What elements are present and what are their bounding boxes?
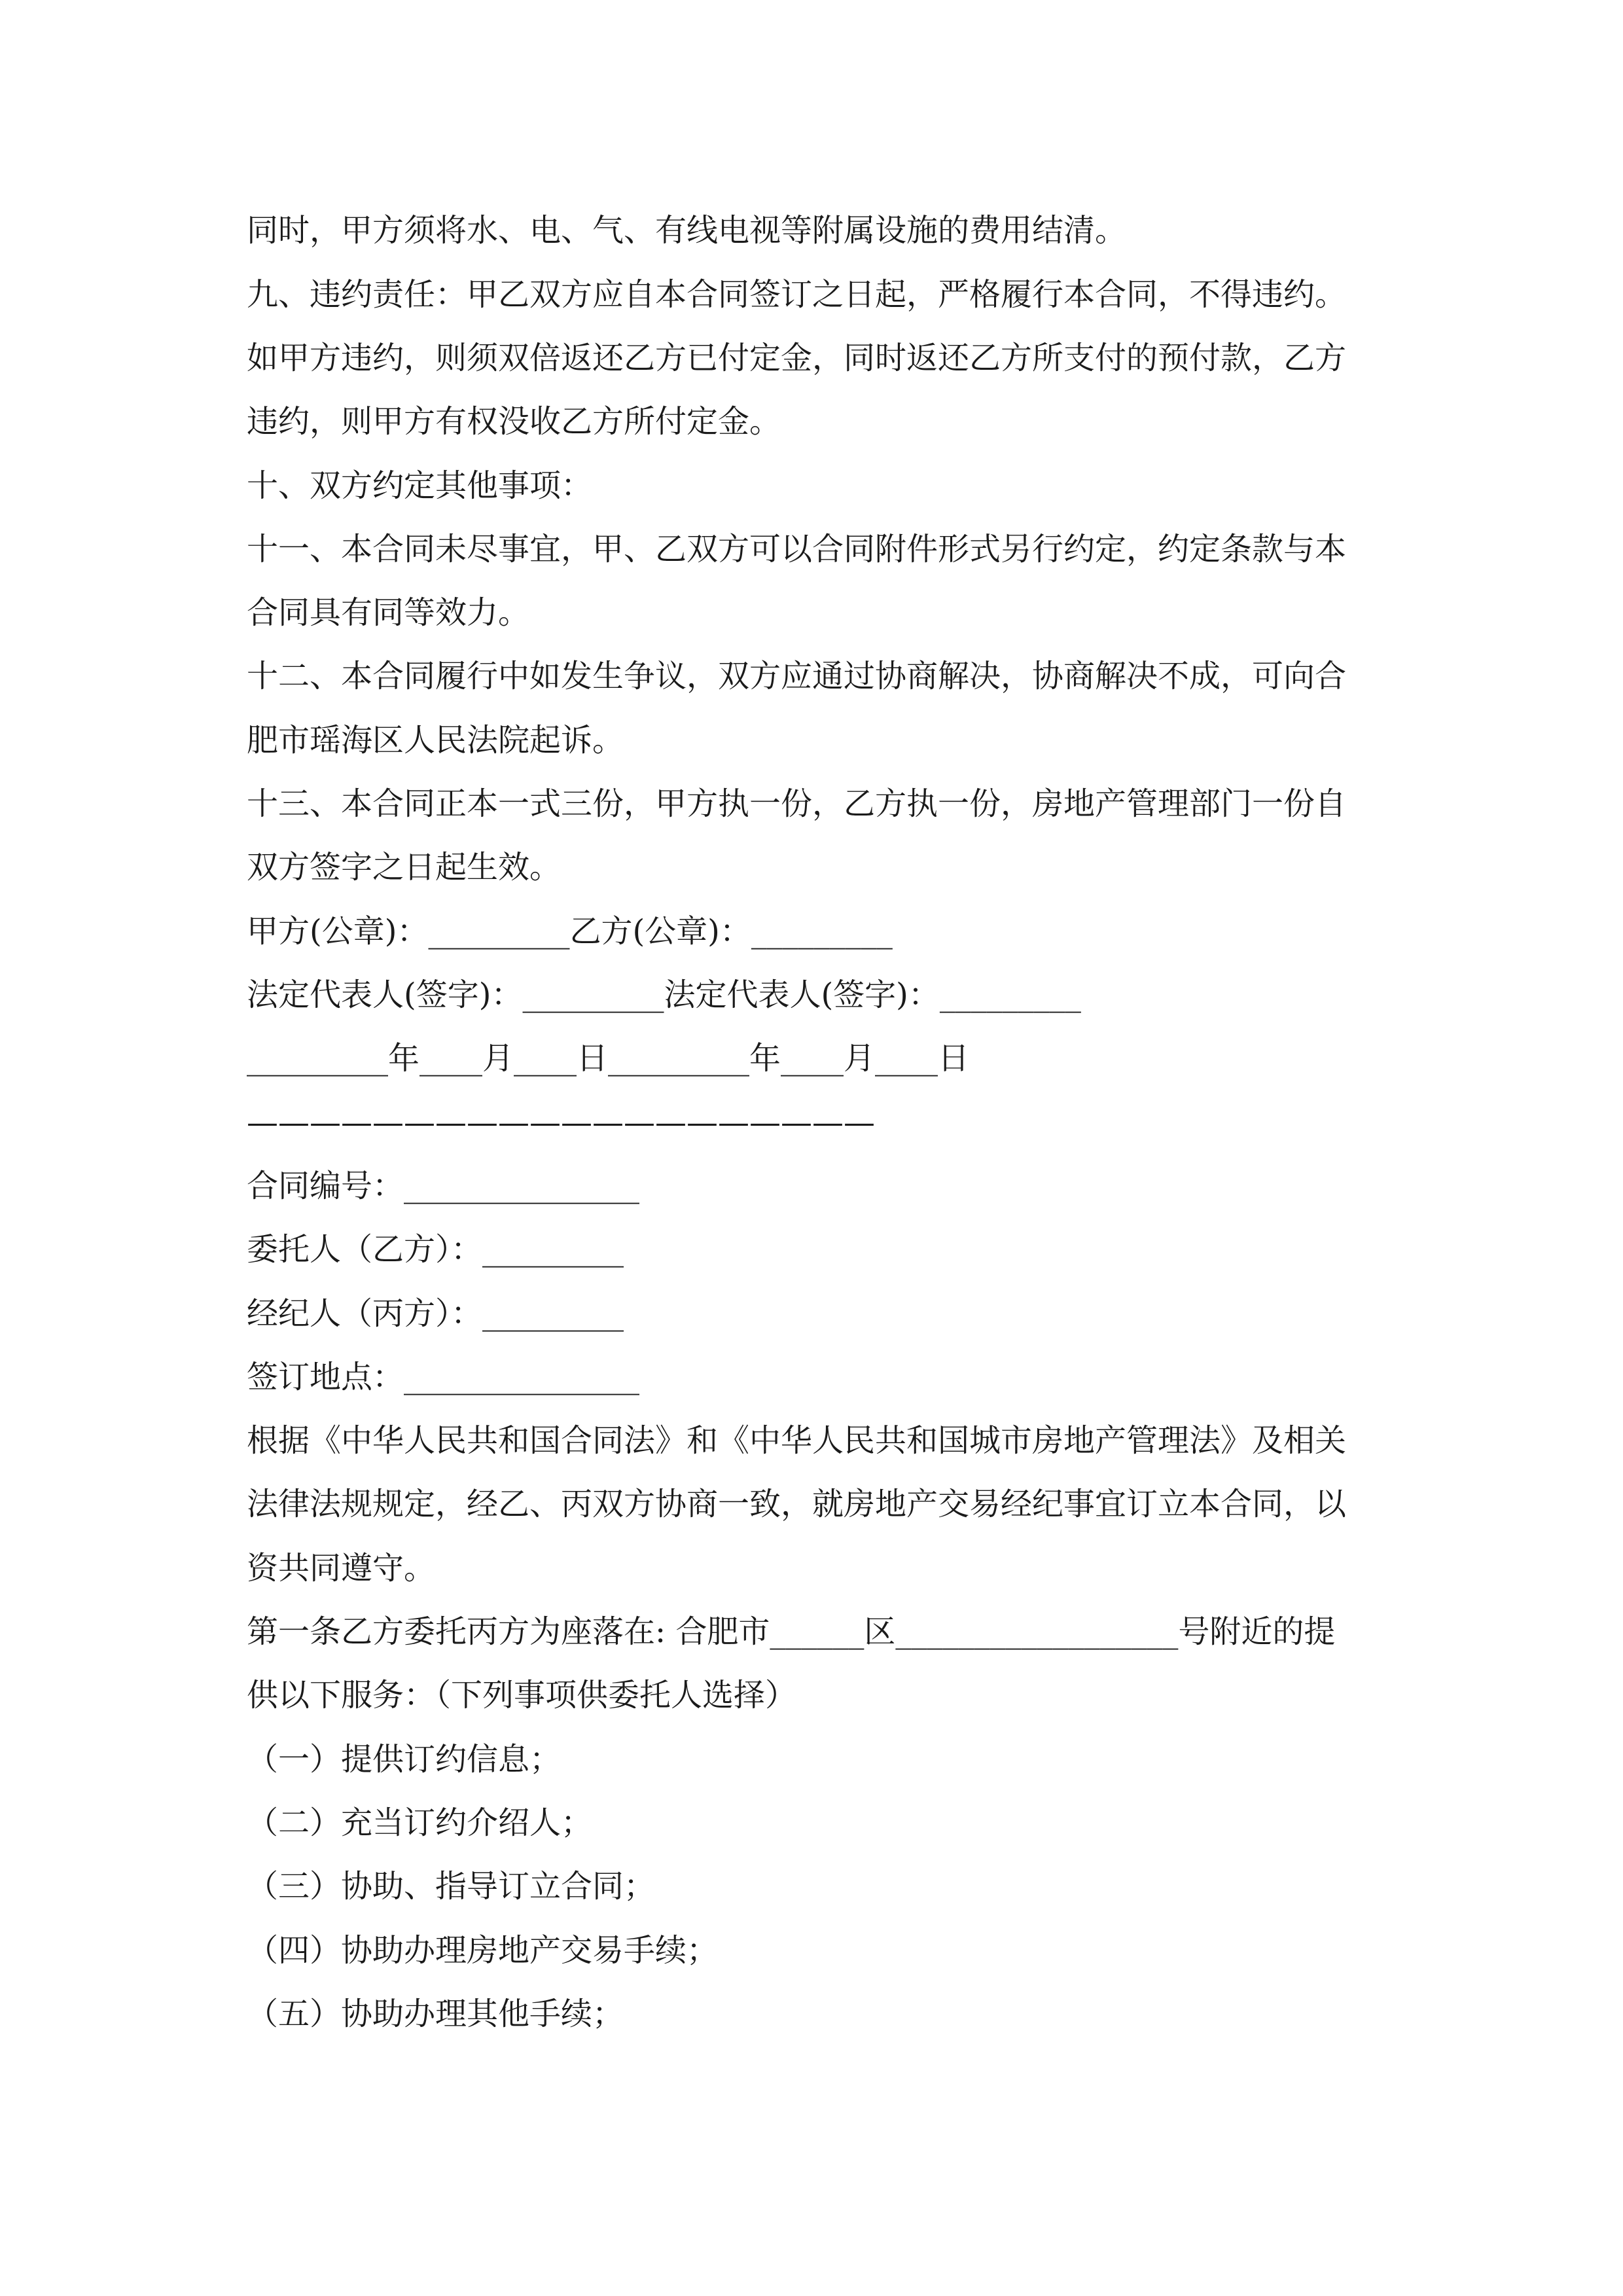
text-line: 资共同遵守。 [247,1550,436,1587]
section-separator: ———————————————————— [247,1104,875,1141]
text-line: 十二、本合同履行中如发生争议，双方应通过协商解决，协商解决不成，可向合 [247,658,1347,694]
signing-place-field: 签订地点：_______________ [247,1359,640,1395]
text-line: 合同具有同等效力。 [247,594,530,631]
text-line: 如甲方违约，则须双倍返还乙方已付定金，同时返还乙方所支付的预付款，乙方 [247,340,1347,376]
broker-field: 经纪人（丙方）：_________ [247,1295,624,1332]
text-line: 十三、本合同正本一式三份，甲方执一份，乙方执一份，房地产管理部门一份自 [247,785,1347,822]
list-item: （一）提供订约信息； [247,1741,562,1778]
signature-line-party-a-b: 甲方(公章)：_________乙方(公章)：_________ [247,913,893,950]
list-item: （五）协助办理其他手续； [247,1996,624,2032]
list-item: （三）协助、指导订立合同； [247,1868,656,1905]
text-line: 根据《中华人民共和国合同法》和《中华人民共和国城市房地产管理法》及相关 [247,1422,1347,1459]
list-item: （二）充当订约介绍人； [247,1804,593,1841]
text-line: 十、双方约定其他事项： [247,467,593,504]
text-line: 供以下服务：（下列事项供委托人选择） [247,1677,797,1713]
text-line: 双方签字之日起生效。 [247,849,562,886]
contract-number-field: 合同编号：_______________ [247,1168,640,1204]
text-line: 同时，甲方须将水、电、气、有线电视等附属设施的费用结清。 [247,212,1127,249]
client-field: 委托人（乙方）：_________ [247,1231,624,1268]
text-line: 第一条乙方委托丙方为座落在: 合肥市______区__________________号附近的提 [247,1613,1336,1650]
text-line: 肥市瑶海区人民法院起诉。 [247,722,624,759]
text-line: 法律法规规定，经乙、丙双方协商一致，就房地产交易经纪事宜订立本合同，以 [247,1486,1347,1522]
signature-line-legal-rep: 法定代表人(签字)：_________法定代表人(签字)：_________ [247,977,1081,1013]
list-item: （四）协助办理房地产交易手续； [247,1932,719,1969]
signature-date-line: _________年____月____日_________年____月____日 [247,1040,970,1077]
text-line: 违约，则甲方有权没收乙方所付定金。 [247,403,781,440]
text-line: 十一、本合同未尽事宜，甲、乙双方可以合同附件形式另行约定，约定条款与本 [247,531,1347,567]
text-line: 九、违约责任：甲乙双方应自本合同签订之日起，严格履行本合同，不得违约。 [247,276,1347,313]
